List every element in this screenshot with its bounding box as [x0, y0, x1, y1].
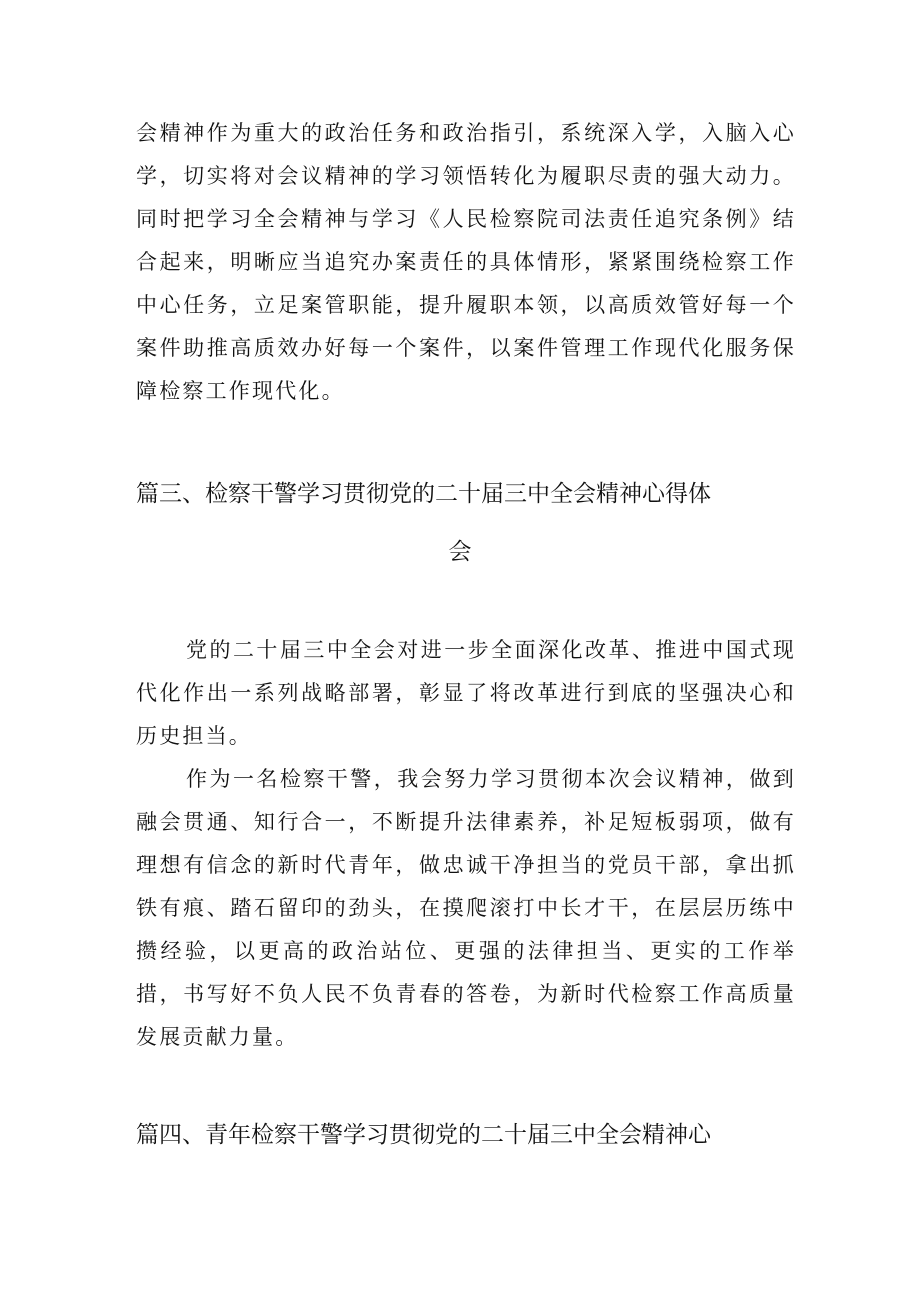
section-three-paragraph-1: 党的二十届三中全会对进一步全面深化改革、推进中国式现代化作出一系列战略部署，彰显了将改革进行到底的坚强决心和历史担当。: [136, 638, 796, 748]
section-three-paragraph-2: 作为一名检察干警，我会努力学习贯彻本次会议精神，做到融会贯通、知行合一，不断提升法律素养，补足短板弱项，做有理想有信念的新时代青年，做忠诚干净担当的党员干部，拿出抓铁有痕、踏石留印的劲头，在摸爬滚打中长才干，在层层历练中攒经验，以更高的政治站位、更强的法律担当、更实的工作举措，书写好不负人民不负青春的答卷，为新时代检察工作高质量发展贡献力量。: [136, 767, 796, 1049]
section-three-title: 篇三、检察干警学习贯彻党的二十届三中全会精神心得体: [136, 481, 711, 507]
body-paragraph-continued: 会精神作为重大的政治任务和政治指引，系统深入学，入脑入心学，切实将对会议精神的学习领悟转化为履职尽责的强大动力。同时把学习全会精神与学习《人民检察院司法责任追究条例》结合起来，明晰应当追究办案责任的具体情形，紧紧围绕检察工作中心任务，立足案管职能，提升履职本领，以高质效管好每一个案件助推高质效办好每一个案件，以案件管理工作现代化服务保障检察工作现代化。: [136, 121, 796, 403]
section-three-title-continued: 会: [448, 539, 472, 565]
section-four-title: 篇四、青年检察干警学习贯彻党的二十届三中全会精神心: [136, 1122, 711, 1148]
